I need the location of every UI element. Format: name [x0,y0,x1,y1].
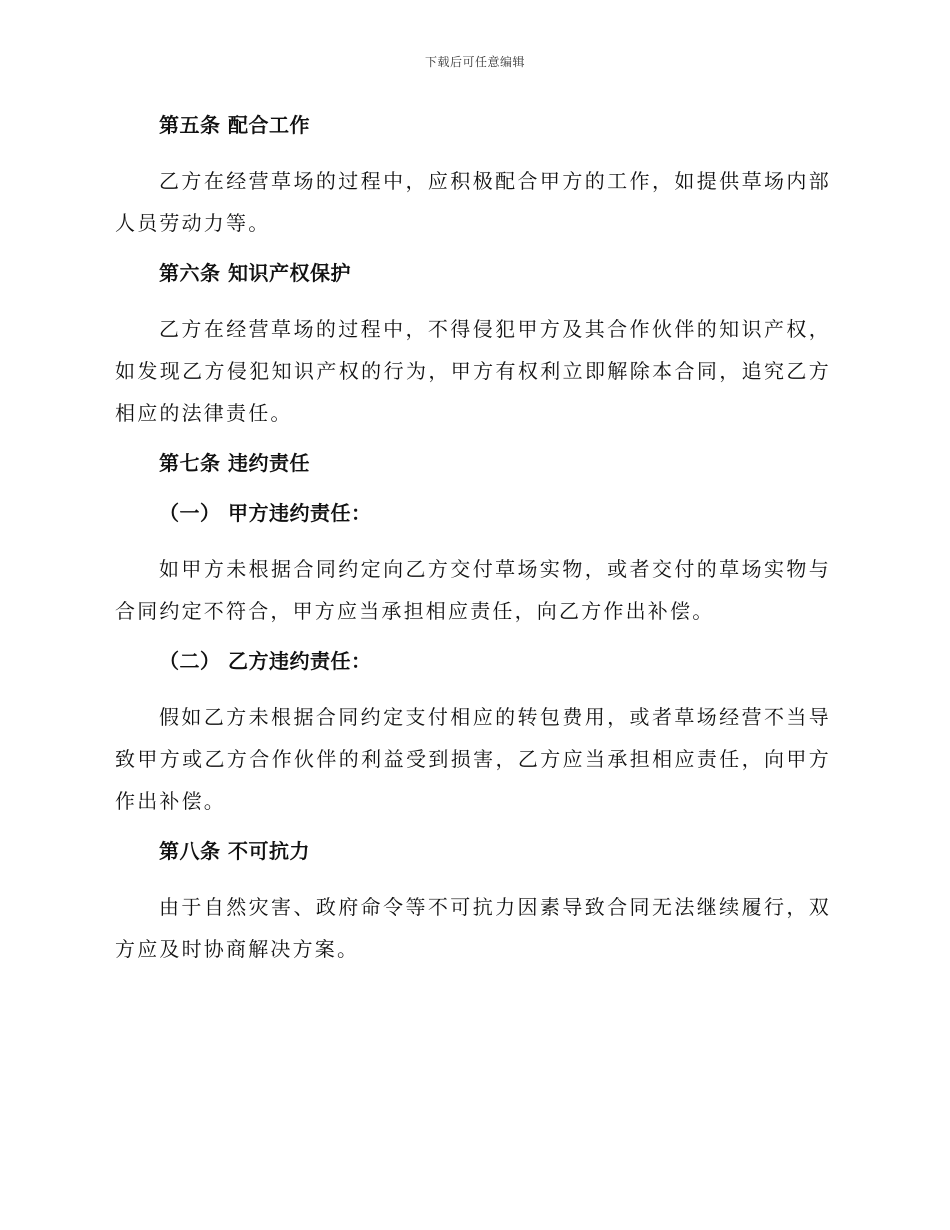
article-8-paragraph: 由于自然灾害、政府命令等不可抗力因素导致合同无法继续履行，双方应及时协商解决方案。 [115,895,831,961]
article-7-sub-2-paragraph: 假如乙方未根据合同约定支付相应的转包费用，或者草场经营不当导致甲方或乙方合作伙伴的利益受到损害，乙方应当承担相应责任，向甲方作出补偿。 [115,705,831,813]
article-5-paragraph: 乙方在经营草场的过程中，应积极配合甲方的工作，如提供草场内部人员劳动力等。 [115,169,831,235]
article-6-heading: 第六条 知识产权保护 [159,261,351,285]
article-6-paragraph: 乙方在经营草场的过程中，不得侵犯甲方及其合作伙伴的知识产权，如发现乙方侵犯知识产权的行为，甲方有权利立即解除本合同，追究乙方相应的法律责任。 [115,317,831,425]
article-5-heading: 第五条 配合工作 [159,113,310,137]
article-7-sub-1-paragraph: 如甲方未根据合同约定向乙方交付草场实物，或者交付的草场实物与合同约定不符合，甲方应当承担相应责任，向乙方作出补偿。 [115,557,831,623]
article-7-heading: 第七条 违约责任 [159,451,310,475]
article-7-sub-2-heading: （二） 乙方违约责任： [159,649,372,673]
article-8-heading: 第八条 不可抗力 [159,839,310,863]
document-body [115,110,831,984]
page-header-note: 下载后可任意编辑 [424,55,525,69]
article-7-sub-1-heading: （一） 甲方违约责任： [159,501,372,525]
